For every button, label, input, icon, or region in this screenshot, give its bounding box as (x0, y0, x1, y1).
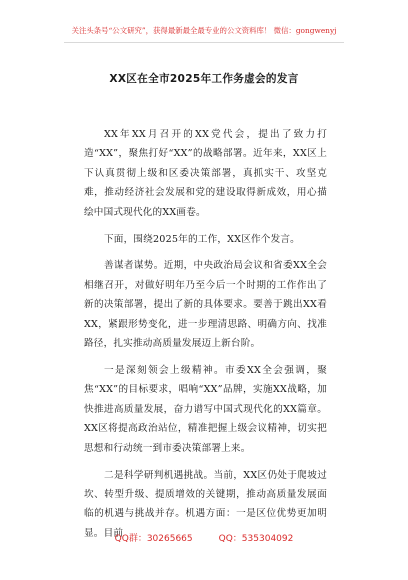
footer-qq-group: QQ群：30265665 (114, 534, 193, 544)
header-divider (64, 42, 344, 43)
header-banner: 关注头条号“公文研究”，获得最新最全最专业的公文资料库！ 微信：gongwenyj (71, 26, 337, 35)
paragraph-2: 下面，围绕2025年的工作，XX区作个发言。 (104, 233, 300, 245)
footer-contact (0, 533, 408, 545)
document-title: XX区在全市2025年工作务虚会的发言 (109, 73, 299, 85)
footer-qq: QQ：535304092 (218, 534, 294, 544)
paragraph-5: 二是科学研判机遇挑战。当前，XX区仍处于爬坡过坎、转型升级、提质增效的关键期，推动高质量发展面临的机遇与挑战并存。机遇方面：一是区位优势更加明显。目前 (84, 469, 327, 539)
paragraph-1: XX年XX月召开的XX党代会，提出了致力打造“XX”，聚焦打好“XX”的战略部署。近年来，XX区上下认真贯彻上级和区委决策部署，真抓实干、攻坚克难，推动经济社会发展和党的建设取得新成效，用心描绘中国式现代化的XX画卷。 (84, 129, 327, 218)
paragraph-4: 一是深刻领会上级精神。市委XX全会强调，聚焦“XX”的目标要求，唱响“XX”品牌，实施XX战略，加快推进高质量发展，奋力谱写中国式现代化的XX篇章。XX区将提高政治站位，精准把握上级会议精神，切实把思想和行动统一到市委决策部署上来。 (84, 364, 327, 454)
paragraph-3: 善谋者谋势。近期，中央政治局会议和省委XX全会相继召开，对做好明年乃至今后一个时期的工作作出了新的决策部署，提出了新的具体要求。要善于跳出XX看XX，紧跟形势变化，进一步理清思路、明确方向、找准路径，扎实推动高质量发展迈上新台阶。 (84, 260, 327, 350)
